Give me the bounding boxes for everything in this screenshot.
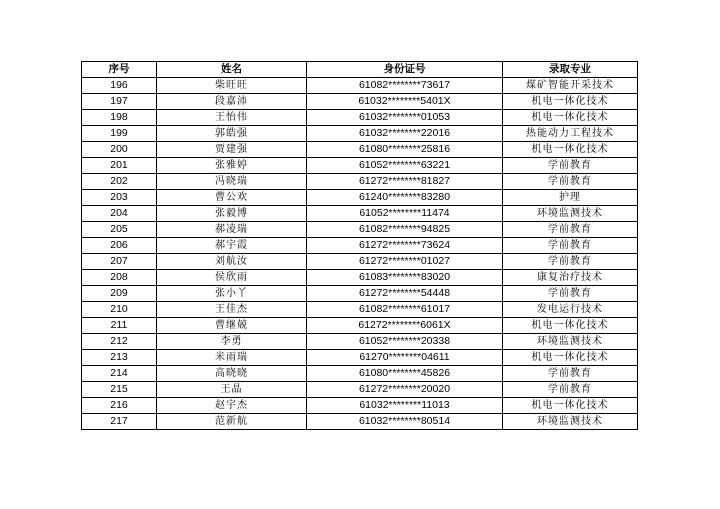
table-row — [82, 142, 638, 158]
row-name: 曹继兢 — [157, 318, 307, 334]
admission-table — [81, 61, 638, 430]
row-name: 郝宇霞 — [157, 238, 307, 254]
row-name: 张毅博 — [157, 206, 307, 222]
row-id-number: 61082********61017 — [307, 302, 503, 318]
row-name: 米雨瑞 — [157, 350, 307, 366]
table-row — [82, 126, 638, 142]
admission-table-page — [81, 61, 637, 430]
table-body — [82, 78, 638, 430]
row-id-number: 61272********81827 — [307, 174, 503, 190]
row-major: 机电一体化技术 — [503, 398, 638, 414]
row-serial-no: 215 — [82, 382, 157, 398]
row-major: 热能动力工程技术 — [503, 126, 638, 142]
row-serial-no: 198 — [82, 110, 157, 126]
row-major: 机电一体化技术 — [503, 318, 638, 334]
row-serial-no: 205 — [82, 222, 157, 238]
row-id-number: 61032********11013 — [307, 398, 503, 414]
row-major: 环境监测技术 — [503, 414, 638, 430]
table-row — [82, 238, 638, 254]
row-serial-no: 199 — [82, 126, 157, 142]
row-id-number: 61080********45826 — [307, 366, 503, 382]
row-serial-no: 209 — [82, 286, 157, 302]
row-name: 郭皓强 — [157, 126, 307, 142]
row-name: 王晶 — [157, 382, 307, 398]
header-id-number: 身份证号 — [307, 62, 503, 78]
table-row — [82, 350, 638, 366]
table-row — [82, 382, 638, 398]
row-id-number: 61052********63221 — [307, 158, 503, 174]
table-row — [82, 222, 638, 238]
table-row — [82, 286, 638, 302]
row-name: 侯欣雨 — [157, 270, 307, 286]
table-row — [82, 190, 638, 206]
row-id-number: 61032********5401X — [307, 94, 503, 110]
row-major: 学前教育 — [503, 158, 638, 174]
row-name: 郝凌瑞 — [157, 222, 307, 238]
row-major: 康复治疗技术 — [503, 270, 638, 286]
row-name: 王怡伟 — [157, 110, 307, 126]
row-serial-no: 207 — [82, 254, 157, 270]
row-name: 张小丫 — [157, 286, 307, 302]
row-id-number: 61080********25816 — [307, 142, 503, 158]
row-serial-no: 213 — [82, 350, 157, 366]
row-name: 李勇 — [157, 334, 307, 350]
row-serial-no: 204 — [82, 206, 157, 222]
row-id-number: 61270********04611 — [307, 350, 503, 366]
table-header-row — [82, 62, 638, 78]
table-row — [82, 334, 638, 350]
row-id-number: 61082********73617 — [307, 78, 503, 94]
table-row — [82, 366, 638, 382]
row-major: 学前教育 — [503, 286, 638, 302]
row-id-number: 61240********83280 — [307, 190, 503, 206]
row-serial-no: 200 — [82, 142, 157, 158]
row-serial-no: 206 — [82, 238, 157, 254]
row-id-number: 61272********73624 — [307, 238, 503, 254]
header-name: 姓名 — [157, 62, 307, 78]
table-row — [82, 414, 638, 430]
row-id-number: 61083********83020 — [307, 270, 503, 286]
row-major: 机电一体化技术 — [503, 142, 638, 158]
table-row — [82, 158, 638, 174]
row-major: 机电一体化技术 — [503, 350, 638, 366]
table-row — [82, 302, 638, 318]
row-serial-no: 196 — [82, 78, 157, 94]
row-major: 机电一体化技术 — [503, 110, 638, 126]
row-id-number: 61272********54448 — [307, 286, 503, 302]
row-id-number: 61272********20020 — [307, 382, 503, 398]
row-serial-no: 208 — [82, 270, 157, 286]
row-id-number: 61052********20338 — [307, 334, 503, 350]
row-name: 范新航 — [157, 414, 307, 430]
row-id-number: 61032********22016 — [307, 126, 503, 142]
row-serial-no: 216 — [82, 398, 157, 414]
row-serial-no: 201 — [82, 158, 157, 174]
table-row — [82, 398, 638, 414]
row-major: 发电运行技术 — [503, 302, 638, 318]
table-row — [82, 78, 638, 94]
row-major: 学前教育 — [503, 174, 638, 190]
header-major: 录取专业 — [503, 62, 638, 78]
row-major: 环境监测技术 — [503, 206, 638, 222]
row-serial-no: 202 — [82, 174, 157, 190]
row-major: 环境监测技术 — [503, 334, 638, 350]
row-serial-no: 217 — [82, 414, 157, 430]
row-major: 机电一体化技术 — [503, 94, 638, 110]
row-name: 贾建强 — [157, 142, 307, 158]
row-name: 赵宇杰 — [157, 398, 307, 414]
table-row — [82, 94, 638, 110]
row-name: 柴旺旺 — [157, 78, 307, 94]
row-name: 段嘉沛 — [157, 94, 307, 110]
row-id-number: 61272********01027 — [307, 254, 503, 270]
row-id-number: 61032********01053 — [307, 110, 503, 126]
row-major: 学前教育 — [503, 238, 638, 254]
row-serial-no: 214 — [82, 366, 157, 382]
row-major: 学前教育 — [503, 222, 638, 238]
row-major: 学前教育 — [503, 382, 638, 398]
header-serial-no: 序号 — [82, 62, 157, 78]
table-row — [82, 254, 638, 270]
row-id-number: 61082********94825 — [307, 222, 503, 238]
row-id-number: 61272********6061X — [307, 318, 503, 334]
row-major: 护理 — [503, 190, 638, 206]
row-serial-no: 197 — [82, 94, 157, 110]
row-name: 曹公欢 — [157, 190, 307, 206]
row-name: 刘航汝 — [157, 254, 307, 270]
row-name: 张雅婷 — [157, 158, 307, 174]
table-row — [82, 270, 638, 286]
row-name: 高晓晓 — [157, 366, 307, 382]
row-major: 学前教育 — [503, 366, 638, 382]
table-row — [82, 206, 638, 222]
row-serial-no: 212 — [82, 334, 157, 350]
row-name: 王佳杰 — [157, 302, 307, 318]
row-major: 学前教育 — [503, 254, 638, 270]
row-major: 煤矿智能开采技术 — [503, 78, 638, 94]
row-name: 冯晓瑞 — [157, 174, 307, 190]
table-row — [82, 110, 638, 126]
row-serial-no: 203 — [82, 190, 157, 206]
table-row — [82, 174, 638, 190]
row-serial-no: 210 — [82, 302, 157, 318]
row-id-number: 61052********11474 — [307, 206, 503, 222]
row-id-number: 61032********80514 — [307, 414, 503, 430]
table-row — [82, 318, 638, 334]
row-serial-no: 211 — [82, 318, 157, 334]
